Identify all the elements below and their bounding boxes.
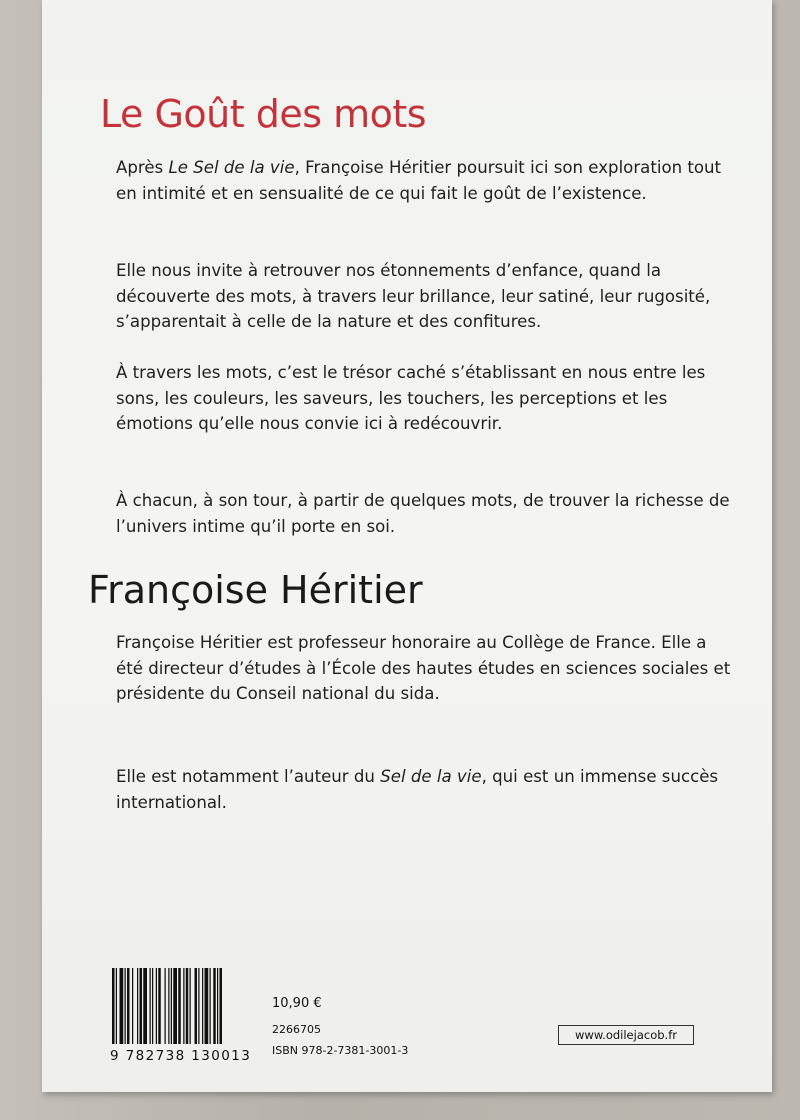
barcode-block [110,968,270,1076]
intro-paragraph-4: À chacun, à son tour, à partir de quelques mots, de trouver la richesse de l’univers intime qu’il porte en soi. [116,491,730,536]
barcode-bar [202,968,203,1044]
bio2-before: Elle est notamment l’auteur du [116,767,381,786]
bio2-after: , qui est un immense succès international. [116,767,719,812]
barcode-bar [112,968,115,1044]
barcode-bar [173,968,177,1044]
book-title: Le Goût des mots [100,92,427,136]
publisher-website: www.odilejacob.fr [558,1025,694,1045]
author-name-heading: Françoise Héritier [88,568,423,612]
barcode-bar [205,968,209,1044]
barcode-icon [110,968,270,1048]
barcode-bar [171,968,172,1044]
intro-p1-italic-title: Le Sel de la vie [168,158,295,177]
intro-paragraph-2: Elle nous invite à retrouver nos étonnements d’enfance, quand la découverte des mots, à travers leur brillance, leur satiné, leur rugosité, s’apparentait à celle de la nature et des confitures. [116,261,711,331]
barcode-bar [213,968,216,1044]
isbn-label: ISBN 978-2-7381-3001-3 [272,1044,409,1057]
barcode-bar [183,968,184,1044]
barcode-bar [140,968,143,1044]
product-code: 2266705 [272,1023,321,1036]
price-label: 10,90 € [272,996,322,1011]
barcode-bar [127,968,130,1044]
barcode-bar [190,968,191,1044]
intro-p1-before: Après [116,158,169,177]
barcode-bar [165,968,166,1044]
author-bio-paragraph-1: Françoise Héritier est professeur honoraire au Collège de France. Elle a été directeur d’études à l’École des hautes études en sciences sociales et présidente du Conseil national du sida. [116,633,731,703]
barcode-bar [210,968,211,1044]
barcode-bar [168,968,169,1044]
barcode-bar [186,968,189,1044]
barcode-number: 9 782738 130013 [110,1048,252,1064]
barcode-bar [178,968,181,1044]
barcode-bar [132,968,133,1044]
barcode-bar [137,968,138,1044]
author-bio-paragraph-2 [116,764,736,815]
barcode-bar [220,968,223,1044]
barcode-bar [150,968,151,1044]
bio2-italic-title: Sel de la vie [380,767,482,786]
barcode-bar [195,968,198,1044]
barcode-bar [116,968,117,1044]
intro-p1-after: , Françoise Héritier poursuit ici son exploration tout en intimité et en sensualité de ce qui fait le goût de l’existence. [116,158,722,203]
intro-paragraph-1 [116,155,736,206]
barcode-bar [125,968,126,1044]
barcode-bar [217,968,218,1044]
barcode-bar [198,968,199,1044]
barcode-bar [156,968,157,1044]
barcode-bar [152,968,153,1044]
intro-paragraph-3: À travers les mots, c’est le trésor caché s’établissant en nous entre les sons, les couleurs, les saveurs, les touchers, les perceptions et les émotions qu’elle nous convie ici à redécouvrir. [116,363,706,433]
barcode-bar [158,968,161,1044]
barcode-bar [120,968,124,1044]
barcode-bar [143,968,147,1044]
